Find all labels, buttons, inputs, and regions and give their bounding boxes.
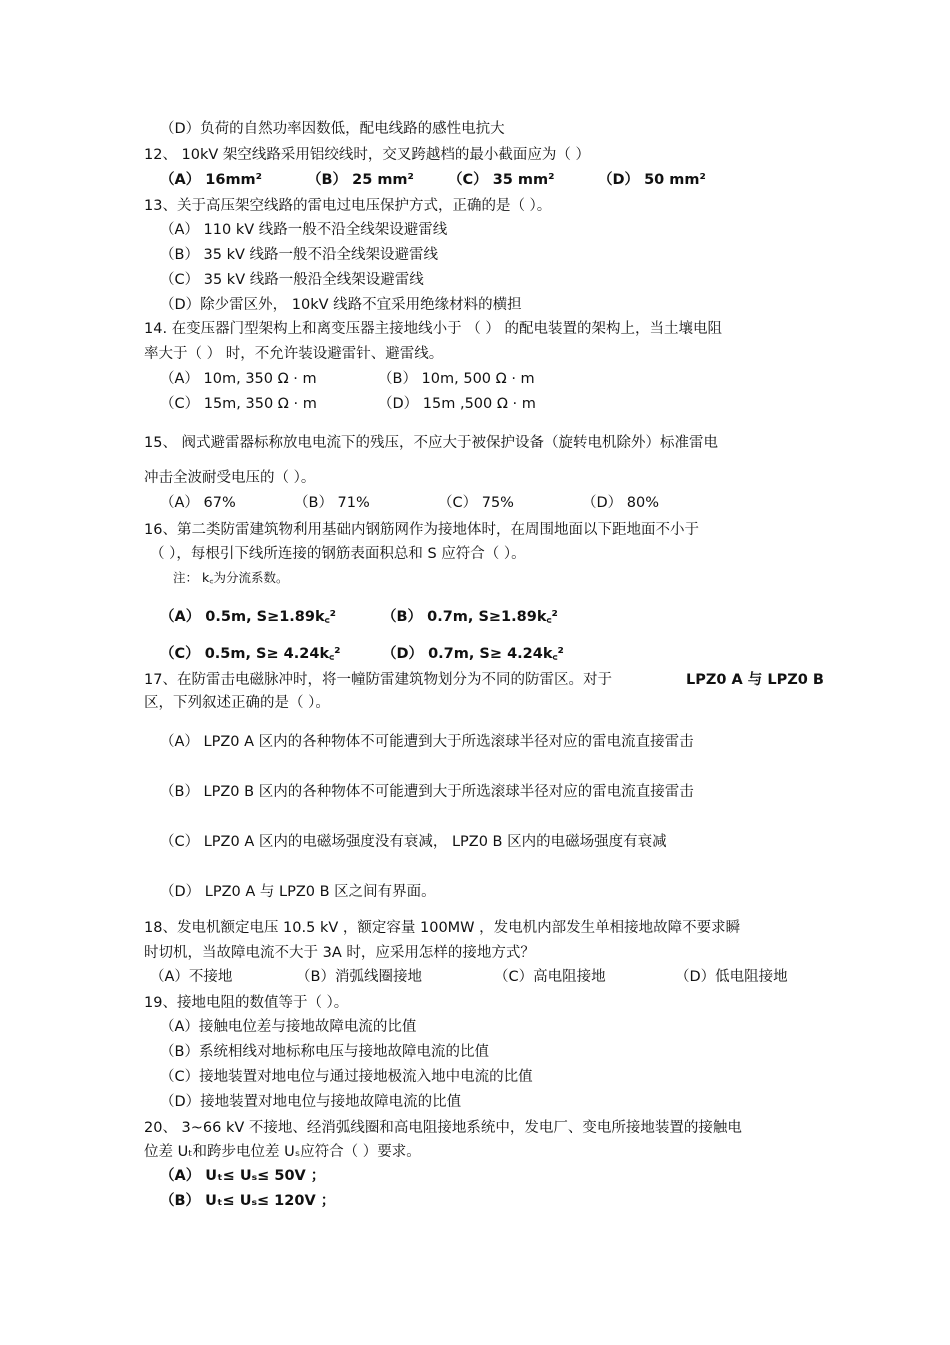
q13-option-d: （D）除少雷区外， 10kV 线路不宜采用绝缘材料的横担 — [160, 297, 522, 313]
question-20-line2: 位差 Uₜ和跨步电位差 Uₛ应符合（ ）要求。 — [144, 1144, 421, 1160]
q16-option-b: （B） 0.7m, S≥1.89k꜀² — [382, 609, 558, 625]
q17-option-b: （B） LPZ0 B 区内的各种物体不可能遭到大于所选滚球半径对应的雷电流直接雷击 — [160, 784, 694, 800]
q19-option-d: （D）接地装置对地电位与接地故障电流的比值 — [160, 1094, 462, 1110]
question-13: 13、关于高压架空线路的雷电过电压保护方式，正确的是（ ）。 — [144, 198, 552, 214]
question-18-line1: 18、发电机额定电压 10.5 kV ，额定容量 100MW ，发电机内部发生单相接地故障不要求瞬 — [144, 920, 741, 936]
q13-option-b: （B） 35 kV 线路一般不沿全线架设避雷线 — [160, 247, 439, 263]
q15-option-a: （A） 67% — [160, 495, 236, 511]
q16-option-a: （A） 0.5m, S≥1.89k꜀² — [160, 609, 337, 625]
question-12: 12、 10kV 架空线路采用铝绞线时，交叉跨越档的最小截面应为（ ） — [144, 147, 591, 163]
q18-option-c: （C）高电阻接地 — [494, 969, 606, 985]
question-16-line2: （ ），每根引下线所连接的钢筋表面积总和 S 应符合（ ）。 — [150, 546, 526, 562]
q12-option-b: （B） 25 mm² — [307, 172, 414, 188]
q15-option-c: （C） 75% — [438, 495, 514, 511]
q19-option-b: （B）系统相线对地标称电压与接地故障电流的比值 — [160, 1044, 489, 1060]
q18-option-a: （A）不接地 — [150, 969, 233, 985]
q16-option-c: （C） 0.5m, S≥ 4.24k꜀² — [160, 646, 341, 662]
q13-option-c: （C） 35 kV 线路一般沿全线架设避雷线 — [160, 272, 424, 288]
q20-option-b: （B） Uₜ≤ Uₛ≤ 120V ； — [160, 1193, 336, 1209]
q14-option-a: （A） 10m, 350 Ω · m — [160, 371, 317, 387]
q17-option-a: （A） LPZ0 A 区内的各种物体不可能遭到大于所选滚球半径对应的雷电流直接雷击 — [160, 734, 694, 750]
q17-option-d: （D） LPZ0 A 与 LPZ0 B 区之间有界面。 — [160, 884, 436, 900]
q16-note: 注： k꜀为分流系数。 — [173, 570, 289, 585]
q16-option-d: （D） 0.7m, S≥ 4.24k꜀² — [382, 646, 564, 662]
q14-option-d: （D） 15m ,500 Ω · m — [378, 396, 536, 412]
question-17-zones: LPZ0 A 与 LPZ0 B — [686, 672, 824, 688]
q15-option-b: （B） 71% — [294, 495, 370, 511]
q12-option-d: （D） 50 mm² — [598, 172, 706, 188]
question-14-line1: 14. 在变压器门型架构上和离变压器主接地线小于 （ ） 的配电装置的架构上，当土壤电阻 — [144, 321, 722, 337]
q13-option-a: （A） 110 kV 线路一般不沿全线架设避雷线 — [160, 222, 448, 238]
question-17-line2: 区，下列叙述正确的是（ ）。 — [144, 695, 330, 711]
q12-option-a: （A） 16mm² — [160, 172, 263, 188]
q14-option-c: （C） 15m, 350 Ω · m — [160, 396, 317, 412]
q19-option-c: （C）接地装置对地电位与通过接地极流入地中电流的比值 — [160, 1069, 533, 1085]
question-15-line2: 冲击全波耐受电压的（ ）。 — [144, 470, 316, 486]
question-14-line2: 率大于（ ） 时，不允许装设避雷针、避雷线。 — [144, 346, 444, 362]
question-18-line2: 时切机，当故障电流不大于 3A 时，应采用怎样的接地方式？ — [144, 945, 535, 961]
question-17-line1: 17、在防雷击电磁脉冲时，将一幢防雷建筑物划分为不同的防雷区。对于 — [144, 672, 612, 688]
q19-option-a: （A）接触电位差与接地故障电流的比值 — [160, 1019, 417, 1035]
question-20-line1: 20、 3~66 kV 不接地、经消弧线圈和高电阻接地系统中，发电厂、变电所接地装置的接触电 — [144, 1120, 742, 1136]
q14-option-b: （B） 10m, 500 Ω · m — [378, 371, 535, 387]
q15-option-d: （D） 80% — [582, 495, 660, 511]
q12-option-c: （C） 35 mm² — [448, 172, 555, 188]
question-16-line1: 16、第二类防雷建筑物利用基础内钢筋网作为接地体时，在周围地面以下距地面不小于 — [144, 522, 699, 538]
q18-option-d: （D）低电阻接地 — [675, 969, 788, 985]
q11-option-d: （D）负荷的自然功率因数低，配电线路的感性电抗大 — [160, 121, 505, 137]
question-19: 19、接地电阻的数值等于（ ）。 — [144, 995, 349, 1011]
q17-option-c: （C） LPZ0 A 区内的电磁场强度没有衰减， LPZ0 B 区内的电磁场强度有衰减 — [160, 834, 667, 850]
question-15-line1: 15、 阀式避雷器标称放电电流下的残压，不应大于被保护设备（旋转电机除外）标准雷电 — [144, 435, 719, 451]
q18-option-b: （B）消弧线圈接地 — [296, 969, 422, 985]
q20-option-a: （A） Uₜ≤ Uₛ≤ 50V ； — [160, 1168, 326, 1184]
